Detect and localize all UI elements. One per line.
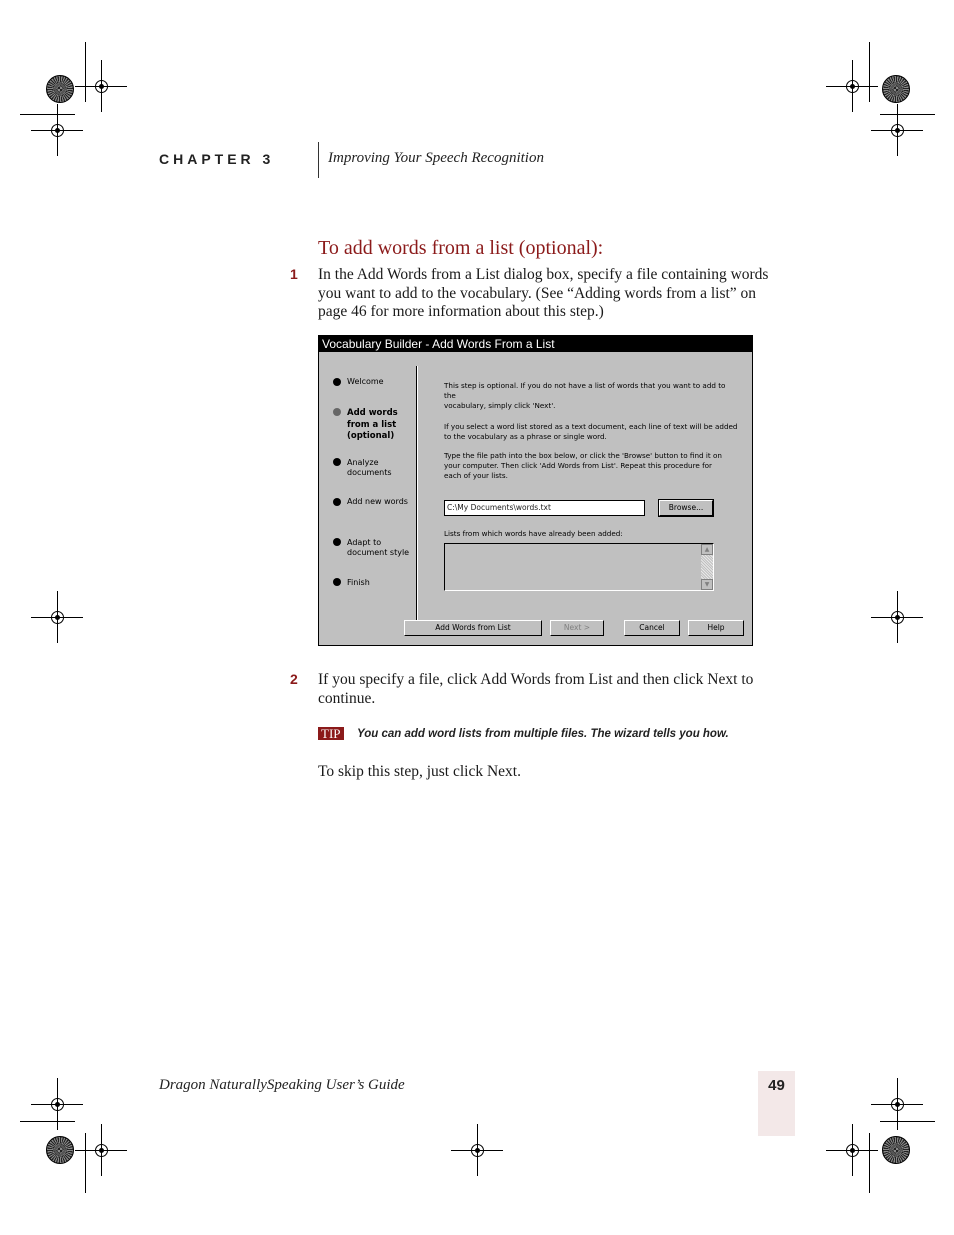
text-line: continue. xyxy=(318,689,376,707)
crop-mark xyxy=(869,1133,870,1193)
wizard-step-analyze xyxy=(347,458,392,478)
step-bullet-icon xyxy=(333,458,341,466)
step-bullet-icon xyxy=(333,498,341,506)
step-number: 1 xyxy=(290,266,298,282)
crop-mark xyxy=(20,1121,75,1122)
help-button[interactable]: Help xyxy=(688,620,744,636)
wizard-step-finish xyxy=(347,578,370,588)
step-label: (optional) xyxy=(347,431,395,441)
page-number: 49 xyxy=(768,1077,785,1094)
step-1-text xyxy=(318,266,798,322)
dialog-paragraph-word-list xyxy=(444,422,739,442)
text-line: This step is optional. If you do not have a list of words that you want to add to the xyxy=(444,381,726,400)
add-words-from-list-button[interactable]: Add Words from List xyxy=(404,620,542,636)
step-bullet-icon xyxy=(333,408,341,416)
cancel-button[interactable]: Cancel xyxy=(624,620,680,636)
dialog-vertical-divider xyxy=(416,366,418,634)
dialog-paragraph-instructions xyxy=(444,451,739,481)
chapter-label: CHAPTER 3 xyxy=(159,151,275,167)
added-lists-label: Lists from which words have already been added: xyxy=(444,529,623,538)
registration-star-mark xyxy=(882,75,910,103)
step-label: Add words xyxy=(347,408,398,418)
text-line: If you select a word list stored as a text document, each line of text will be added xyxy=(444,422,738,431)
step-label: from a list xyxy=(347,419,397,430)
dialog-paragraph-optional xyxy=(444,381,739,411)
text-line: page 46 for more information about this step.) xyxy=(318,303,604,320)
tip-badge: TIP xyxy=(318,727,344,740)
wizard-step-welcome xyxy=(347,377,384,387)
registration-star-mark xyxy=(46,1136,74,1164)
step-bullet-icon xyxy=(333,538,341,546)
added-lists-listbox[interactable] xyxy=(444,543,714,591)
dialog-title-bar: Vocabulary Builder - Add Words From a List xyxy=(319,336,752,352)
step-bullet-icon xyxy=(333,378,341,386)
section-heading: To add words from a list (optional): xyxy=(318,237,604,259)
next-button[interactable]: Next > xyxy=(550,620,604,636)
text-line: Type the file path into the box below, or click the 'Browse' button to find it on xyxy=(444,451,722,460)
scroll-down-icon[interactable]: ▼ xyxy=(701,579,713,590)
step-label: Adapt to xyxy=(347,538,382,547)
scroll-up-icon[interactable]: ▲ xyxy=(701,544,713,555)
step-bullet-icon xyxy=(333,578,341,586)
step-label: Welcome xyxy=(347,377,384,386)
wizard-step-add-words xyxy=(347,408,398,443)
wizard-step-adapt xyxy=(347,538,409,558)
header-divider xyxy=(318,142,319,178)
step-number: 2 xyxy=(290,671,298,687)
add-words-dialog xyxy=(318,335,753,646)
skip-instruction: To skip this step, just click Next. xyxy=(318,763,521,780)
step-2-text xyxy=(318,671,798,708)
wizard-step-add-new-words xyxy=(347,497,408,507)
crop-mark xyxy=(880,1121,935,1122)
browse-button[interactable]: Browse... xyxy=(659,500,713,516)
text-line: each of your lists. xyxy=(444,471,508,480)
step-label: documents xyxy=(347,468,392,477)
crop-mark xyxy=(880,114,935,115)
step-label: Add new words xyxy=(347,497,408,506)
running-title: Improving Your Speech Recognition xyxy=(328,150,544,166)
step-label: document style xyxy=(347,548,410,557)
step-label: Analyze xyxy=(347,458,379,467)
registration-star-mark xyxy=(882,1136,910,1164)
text-line: you want to add to the vocabulary. (See “Adding words from a list” on xyxy=(318,284,757,302)
text-line: If you specify a file, click Add Words from List and then click Next to xyxy=(318,671,754,688)
tip-text: You can add word lists from multiple files. The wizard tells you how. xyxy=(357,728,729,740)
text-line: In the Add Words from a List dialog box, specify a file containing words xyxy=(318,266,769,283)
text-line: vocabulary, simply click 'Next'. xyxy=(444,401,556,410)
registration-star-mark xyxy=(46,75,74,103)
step-label: Finish xyxy=(347,578,370,587)
text-line: to the vocabulary as a phrase or single word. xyxy=(444,432,607,441)
footer-book-title: Dragon NaturallySpeaking User’s Guide xyxy=(159,1077,405,1093)
crop-mark xyxy=(85,42,86,102)
crop-mark xyxy=(869,42,870,102)
file-path-input[interactable]: C:\My Documents\words.txt xyxy=(444,500,645,516)
crop-mark xyxy=(85,1133,86,1193)
crop-mark xyxy=(20,114,75,115)
listbox-scrollbar[interactable] xyxy=(701,544,713,590)
text-line: your computer. Then click 'Add Words from List'. Repeat this procedure for xyxy=(444,461,712,470)
